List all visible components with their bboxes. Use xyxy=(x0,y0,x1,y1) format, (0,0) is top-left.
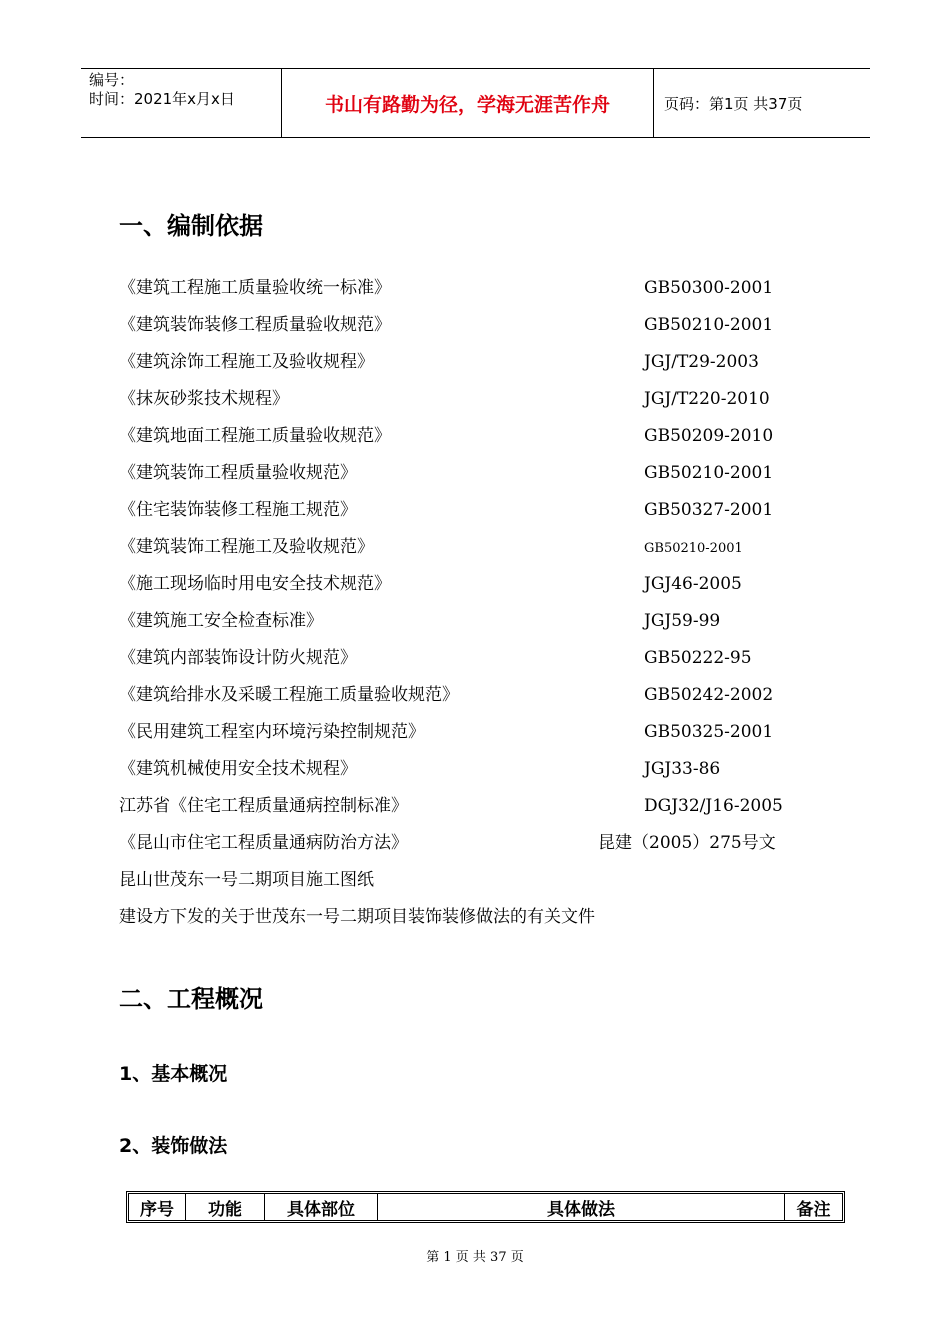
ref-code: GB50325-2001 xyxy=(644,722,774,742)
list-item xyxy=(119,794,819,831)
list-item xyxy=(119,609,819,646)
page-header xyxy=(81,68,870,138)
ref-code: JGJ/T29-2003 xyxy=(644,352,759,372)
ref-title: 《建筑装饰工程施工及验收规范》 xyxy=(119,537,374,557)
ref-code: GB50242-2002 xyxy=(644,685,774,705)
list-item xyxy=(119,572,819,609)
ref-title: 江苏省《住宅工程质量通病控制标准》 xyxy=(119,796,408,816)
ref-code: DGJ32/J16-2005 xyxy=(644,796,783,816)
ref-title: 《住宅装饰装修工程施工规范》 xyxy=(119,500,357,520)
time-label: 时间：2021年x月x日 xyxy=(89,90,235,108)
ref-code: GB50209-2010 xyxy=(644,426,774,446)
ref-title: 《抹灰砂浆技术规程》 xyxy=(119,389,289,409)
list-item xyxy=(119,461,819,498)
reference-list xyxy=(119,276,819,942)
col-header-function: 功能 xyxy=(186,1194,265,1220)
header-meta xyxy=(81,69,281,137)
ref-code: JGJ/T220-2010 xyxy=(644,389,770,409)
ref-code: JGJ46-2005 xyxy=(644,574,742,594)
list-item xyxy=(119,757,819,794)
ref-title: 《建筑工程施工质量验收统一标准》 xyxy=(119,278,391,298)
list-item xyxy=(119,646,819,683)
list-item xyxy=(119,683,819,720)
list-item xyxy=(119,905,819,942)
ref-title: 《建筑装饰装修工程质量验收规范》 xyxy=(119,315,391,335)
ref-title: 《昆山市住宅工程质量通病防治方法》 xyxy=(119,833,408,853)
section-title-overview: 二、工程概况 xyxy=(119,985,263,1013)
number-label: 编号： xyxy=(89,71,135,89)
decoration-table-header xyxy=(126,1191,845,1223)
list-item xyxy=(119,868,819,905)
list-item xyxy=(119,498,819,535)
ref-title: 《建筑机械使用安全技术规程》 xyxy=(119,759,357,779)
list-item xyxy=(119,720,819,757)
subsection-decoration: 2、装饰做法 xyxy=(119,1135,228,1157)
ref-code: JGJ59-99 xyxy=(644,611,721,631)
ref-title: 《民用建筑工程室内环境污染控制规范》 xyxy=(119,722,425,742)
col-header-location: 具体部位 xyxy=(265,1194,378,1220)
ref-code: GB50210-2001 xyxy=(644,315,774,335)
list-item xyxy=(119,313,819,350)
page-footer: 第 1 页 共 37 页 xyxy=(426,1250,524,1265)
ref-title: 《施工现场临时用电安全技术规范》 xyxy=(119,574,391,594)
ref-title: 昆山世茂东一号二期项目施工图纸 xyxy=(119,870,374,890)
ref-code: GB50300-2001 xyxy=(644,278,774,298)
ref-title: 《建筑给排水及采暖工程施工质量验收规范》 xyxy=(119,685,459,705)
ref-code: GB50327-2001 xyxy=(644,500,774,520)
ref-code: GB50222-95 xyxy=(644,648,752,668)
page-info: 页码：第1页 共37页 xyxy=(664,94,803,113)
subsection-basic: 1、基本概况 xyxy=(119,1063,228,1085)
ref-title: 《建筑地面工程施工质量验收规范》 xyxy=(119,426,391,446)
ref-code: JGJ33-86 xyxy=(644,759,721,779)
ref-title: 建设方下发的关于世茂东一号二期项目装饰装修做法的有关文件 xyxy=(119,907,595,927)
ref-title: 《建筑施工安全检查标准》 xyxy=(119,611,323,631)
ref-code: GB50210-2001 xyxy=(644,541,743,556)
list-item xyxy=(119,387,819,424)
motto: 书山有路勤为径，学海无涯苦作舟 xyxy=(281,69,654,137)
col-header-method: 具体做法 xyxy=(378,1194,785,1220)
ref-title: 《建筑内部装饰设计防火规范》 xyxy=(119,648,357,668)
ref-code: 昆建（2005）275号文 xyxy=(598,833,776,853)
ref-title: 《建筑涂饰工程施工及验收规程》 xyxy=(119,352,374,372)
col-header-remarks: 备注 xyxy=(796,1199,831,1220)
section-title-basis: 一、编制依据 xyxy=(119,212,263,240)
col-header-number: 序号 xyxy=(129,1194,186,1220)
list-item xyxy=(119,276,819,313)
list-item xyxy=(119,831,819,868)
ref-code: GB50210-2001 xyxy=(644,463,774,483)
list-item xyxy=(119,424,819,461)
ref-title: 《建筑装饰工程质量验收规范》 xyxy=(119,463,357,483)
list-item xyxy=(119,535,819,572)
list-item xyxy=(119,350,819,387)
